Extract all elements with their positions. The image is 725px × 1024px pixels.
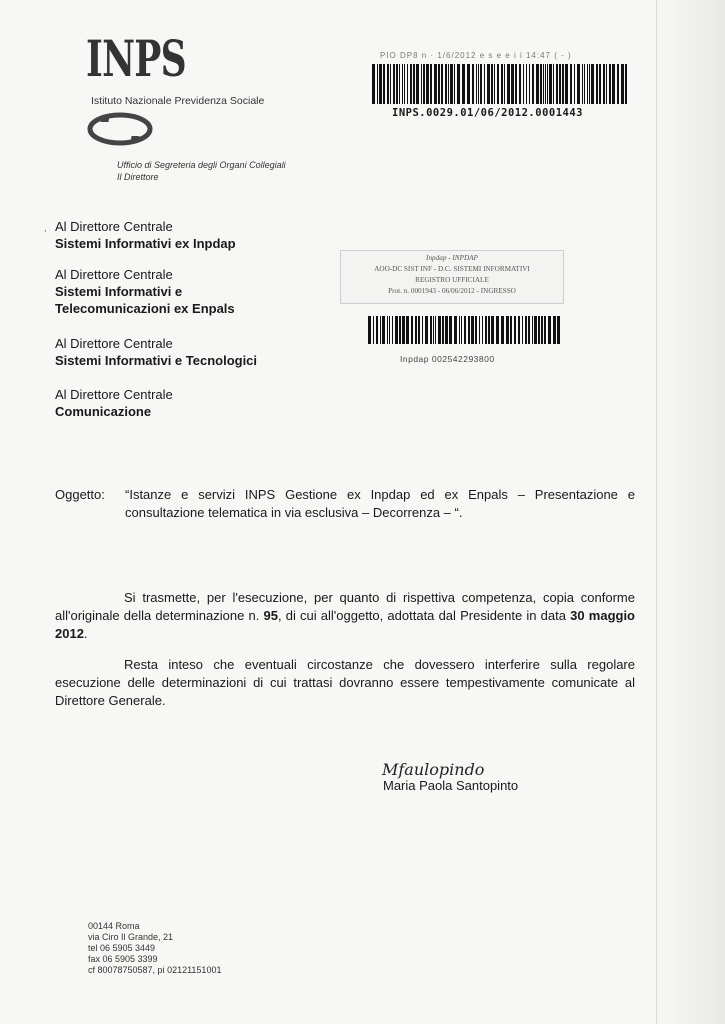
barcode-bar <box>430 64 432 104</box>
barcode-bar <box>457 64 460 104</box>
barcode-bar <box>433 316 434 344</box>
recipient-block <box>55 266 235 317</box>
barcode-bar <box>425 316 428 344</box>
office-header <box>117 159 286 183</box>
barcode-bar <box>402 64 403 104</box>
recipient-mark: , <box>44 223 47 233</box>
barcode-bar <box>534 316 537 344</box>
barcode-bar <box>399 64 400 104</box>
barcode-bar <box>423 64 425 104</box>
barcode-bar <box>407 64 408 104</box>
barcode-bar <box>547 64 548 104</box>
barcode-bar <box>438 316 441 344</box>
barcode-bar <box>450 64 453 104</box>
barcode-bar <box>603 64 605 104</box>
barcode-bar <box>376 316 378 344</box>
barcode-bar <box>484 64 485 104</box>
barcode-bar <box>392 316 393 344</box>
barcode-bar <box>511 64 514 104</box>
barcode-bar <box>599 64 601 104</box>
barcode-bar <box>467 64 470 104</box>
subject-text: “Istanze e servizi INPS Gestione ex Inpdap ed ex Enpals – Presentazione e consultazione telematica in via esclusiva – Decorrenza – “. <box>125 487 635 520</box>
barcode-bar <box>422 316 423 344</box>
barcode-bar <box>612 64 615 104</box>
office-role: Il Direttore <box>117 172 159 182</box>
registry-barcode <box>368 316 562 344</box>
barcode-bar <box>418 316 420 344</box>
barcode-bar <box>383 64 385 104</box>
body-paragraph-1 <box>55 589 635 643</box>
barcode-bar <box>557 316 560 344</box>
barcode-bar <box>410 64 412 104</box>
barcode-bar <box>402 316 405 344</box>
recipient-dept: Sistemi Informativi ex Inpdap <box>55 236 236 251</box>
barcode-bar <box>525 316 527 344</box>
registry-line-3: REGISTRO UFFICIALE <box>415 276 489 284</box>
body-text: , di cui all'oggetto, adottata dal Presidente in data <box>277 608 571 623</box>
barcode-bar <box>382 316 385 344</box>
barcode-bar <box>529 64 530 104</box>
barcode-bar <box>532 316 533 344</box>
barcode-bar <box>416 64 419 104</box>
barcode-bar <box>570 64 572 104</box>
barcode-bar <box>454 316 457 344</box>
barcode-bar <box>476 64 477 104</box>
registry-barcode-text: Inpdap 002542293800 <box>400 354 495 364</box>
barcode-bar <box>577 64 580 104</box>
footer-city: 00144 Roma <box>88 921 140 931</box>
barcode-bar <box>390 64 391 104</box>
protocol-code: INPS.0029.01/06/2012.0001443 <box>392 107 584 119</box>
barcode-bar <box>454 64 455 104</box>
recipient-block <box>55 386 173 420</box>
recipient-dept: Sistemi Informativi e Tecnologici <box>55 353 258 368</box>
footer-fax: fax 06 5905 3399 <box>88 954 158 964</box>
barcode-bar <box>438 64 440 104</box>
barcode-bar <box>553 64 554 104</box>
registry-line-2: AOO-DC SIST INF - D.C. SISTEMI INFORMATIVI <box>374 265 530 273</box>
recipient-role: Al Direttore Centrale <box>55 219 173 234</box>
recipient-block <box>55 335 257 369</box>
barcode-bar <box>584 64 585 104</box>
barcode-bar <box>441 64 443 104</box>
signer-name: Maria Paola Santopinto <box>383 778 519 793</box>
recipient-block <box>55 218 236 252</box>
barcode-bar <box>472 64 474 104</box>
barcode-bar <box>411 316 413 344</box>
barcode-bar <box>434 64 437 104</box>
barcode-bar <box>526 64 527 104</box>
subject-block <box>55 486 635 522</box>
protocol-stamp <box>366 46 630 128</box>
barcode-bar <box>449 316 452 344</box>
barcode-bar <box>379 64 382 104</box>
subject-label: Oggetto: <box>55 487 105 502</box>
barcode-bar <box>393 64 395 104</box>
barcode-bar <box>368 316 371 344</box>
barcode-bar <box>543 64 544 104</box>
barcode-bar <box>510 316 512 344</box>
barcode-bar <box>413 64 415 104</box>
barcode-bar <box>478 64 479 104</box>
barcode-bar <box>445 316 448 344</box>
barcode-bar <box>459 316 460 344</box>
protocol-stamp-meta: PIO DP8 n · 1/6/2012 e s e e i i 14:47 ( - ) <box>380 51 572 60</box>
barcode-bar <box>380 316 381 344</box>
scan-edge-line <box>656 0 657 1024</box>
barcode-bar <box>596 64 598 104</box>
barcode-bar <box>523 64 524 104</box>
barcode-bar <box>491 64 493 104</box>
barcode-bar <box>582 64 583 104</box>
inps-emblem-icon <box>82 110 158 148</box>
body-text: Si trasmette, per l'esecuzione, per quanto di rispettiva competenza, copia conforme all'originale della determinazione n. <box>55 590 635 623</box>
barcode-bar <box>491 316 494 344</box>
registry-line-1: Inpdap - INPDAP <box>426 254 478 262</box>
barcode-bar <box>479 316 480 344</box>
barcode-bar <box>372 64 375 104</box>
scan-edge-shadow <box>655 0 725 1024</box>
barcode-bar <box>515 64 517 104</box>
barcode-bar <box>514 316 516 344</box>
barcode-bar <box>549 64 552 104</box>
barcode-bar <box>621 64 624 104</box>
barcode-bar <box>399 316 401 344</box>
barcode-bar <box>507 64 510 104</box>
determination-number: 95 <box>263 608 278 623</box>
barcode-bar <box>373 316 374 344</box>
barcode-bar <box>617 64 619 104</box>
barcode-bar <box>606 64 607 104</box>
barcode-bar <box>485 316 487 344</box>
barcode-bar <box>461 316 462 344</box>
barcode-bar <box>389 316 390 344</box>
barcode-bar <box>497 64 499 104</box>
recipient-dept: Sistemi Informativi e <box>55 284 183 299</box>
barcode-bar <box>591 64 594 104</box>
barcode-bar <box>609 64 611 104</box>
footer-tel: tel 06 5905 3449 <box>88 943 156 953</box>
barcode-bar <box>536 64 539 104</box>
registry-stamp-box <box>340 250 564 304</box>
barcode-bar <box>522 316 523 344</box>
barcode-bar <box>553 316 556 344</box>
barcode-bar <box>480 64 482 104</box>
barcode-bar <box>540 64 542 104</box>
barcode-bar <box>548 316 551 344</box>
barcode-bar <box>532 64 534 104</box>
barcode-bar <box>396 64 398 104</box>
barcode-bar <box>404 64 405 104</box>
barcode-bar <box>426 64 429 104</box>
barcode-bar <box>462 64 465 104</box>
footer-tax-ids: cf 80078750587, pi 02121151001 <box>88 965 222 975</box>
barcode-bar <box>435 316 436 344</box>
barcode-bar <box>589 64 590 104</box>
barcode-bar <box>475 316 477 344</box>
body-text: Resta inteso che eventuali circostanze che dovessero interferire sulla regolare esecuzione delle determinazioni di cui trattasi dovranno essere tempestivamente comunicate al Direttore Generale. <box>55 657 635 708</box>
barcode-bar <box>519 64 521 104</box>
recipient-dept: Comunicazione <box>55 404 152 419</box>
recipient-role: Al Direttore Centrale <box>55 336 173 351</box>
barcode-bar <box>395 316 398 344</box>
footer-street: via Ciro Il Grande, 21 <box>88 932 174 942</box>
recipient-role: Al Direttore Centrale <box>55 267 173 282</box>
barcode-bar <box>468 316 470 344</box>
barcode-bar <box>387 64 389 104</box>
footer-address <box>88 921 221 976</box>
barcode-bar <box>442 316 444 344</box>
barcode-bar <box>587 64 588 104</box>
recipient-role: Al Direttore Centrale <box>55 387 173 402</box>
barcode-bar <box>625 64 627 104</box>
barcode-bar <box>464 316 466 344</box>
barcode-bar <box>501 64 503 104</box>
barcode-bar <box>544 316 546 344</box>
signature-scribble: Mfaulopindo <box>382 760 485 779</box>
body-paragraph-2 <box>55 656 635 710</box>
barcode-bar <box>494 64 495 104</box>
determination-date: 30 maggio 2012 <box>55 608 636 641</box>
barcode-bar <box>488 316 490 344</box>
barcode-bar <box>574 64 575 104</box>
barcode-bar <box>430 316 432 344</box>
barcode-bar <box>556 64 558 104</box>
barcode-bar <box>377 64 378 104</box>
inps-logo-text: INPS <box>86 29 186 88</box>
barcode-bar <box>415 316 417 344</box>
barcode-bar <box>496 316 499 344</box>
barcode-bar <box>504 64 505 104</box>
barcode-bar <box>445 64 447 104</box>
body-text: . <box>83 626 88 641</box>
barcode-bar <box>538 316 540 344</box>
barcode-bar <box>518 316 520 344</box>
protocol-barcode <box>372 64 630 104</box>
barcode-bar <box>387 316 388 344</box>
barcode-bar <box>545 64 546 104</box>
barcode-bar <box>448 64 449 104</box>
barcode-bar <box>506 316 509 344</box>
barcode-bar <box>421 64 422 104</box>
barcode-bar <box>528 316 530 344</box>
recipient-dept-cont: Telecomunicazioni ex Enpals <box>55 301 235 316</box>
barcode-bar <box>471 316 474 344</box>
institute-name: Istituto Nazionale Previdenza Sociale <box>91 95 265 107</box>
office-name: Ufficio di Segreteria degli Organi Collegiali <box>117 160 286 170</box>
barcode-bar <box>562 64 564 104</box>
barcode-bar <box>559 64 561 104</box>
barcode-bar <box>501 316 504 344</box>
barcode-bar <box>406 316 409 344</box>
barcode-bar <box>482 316 483 344</box>
barcode-bar <box>541 316 543 344</box>
registry-stamp <box>340 250 565 380</box>
registry-line-4: Prot. n. 0001943 - 06/06/2012 - INGRESSO <box>388 287 516 295</box>
barcode-bar <box>565 64 568 104</box>
barcode-bar <box>487 64 490 104</box>
